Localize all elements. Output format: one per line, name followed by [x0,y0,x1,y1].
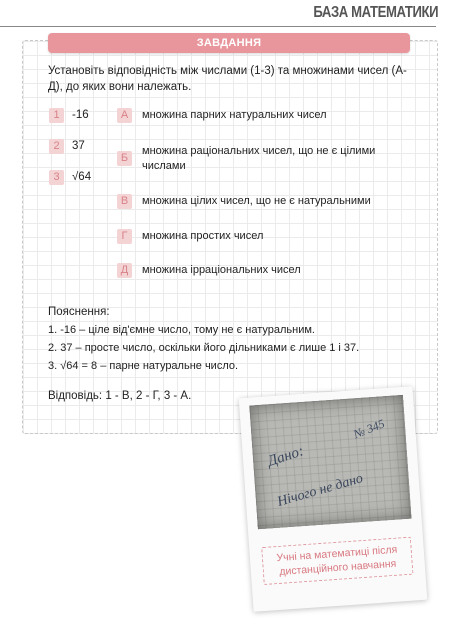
option-text-g: множина простих чисел [142,230,264,242]
handwriting-line-1: Дано: [265,443,306,470]
explanation-list [48,321,359,375]
notebook-photo [249,395,411,529]
number-badge-1: 1 [49,108,64,123]
handwriting-drawing [249,395,411,529]
explanation-item: 1. -16 – ціле від'ємне число, тому не є натуральним. [48,324,315,336]
number-value-1: -16 [72,109,89,121]
number-badge-2: 2 [49,139,64,154]
option-text-v: множина цілих чисел, що не є натуральними [142,195,371,207]
answer-text: Відповідь: 1 - В, 2 - Г, 3 - А. [48,390,192,402]
caption-frame [261,537,413,585]
number-badge-3: 3 [49,170,64,185]
top-divider [0,26,436,27]
option-text-a: множина парних натуральних чисел [142,109,327,121]
handwriting-line-2: Нічого не дано [275,471,365,510]
option-badge-g: Г [117,229,132,244]
polaroid-photo-card [239,386,428,612]
option-badge-v: В [117,194,132,209]
option-badge-d: Д [117,263,132,278]
handwriting-corner: № 345 [351,416,387,442]
brand-title: БАЗА МАТЕМАТИКИ [313,4,438,21]
option-text-d: множина ірраціональних чисел [142,264,301,276]
option-badge-b: Б [117,151,132,166]
explanation-item: 2. 37 – просте число, оскільки його дільниками є лише 1 і 37. [48,342,360,354]
task-text: Установіть відповідність між числами (1-3) та множинами чисел (А-Д), до яких вони належать. [48,65,407,93]
option-badge-a: А [117,108,132,123]
number-value-2: 37 [72,140,85,152]
number-value-3: √64 [72,171,92,183]
task-header: ЗАВДАННЯ [48,33,410,53]
explanation-heading: Пояснення: [48,306,110,318]
explanation-item: 3. √64 = 8 – парне натуральне число. [48,360,239,372]
photo-caption: Учні на математиці після дистанційного навчання [276,543,398,578]
option-text-b: множина раціональних чисел, що не є цілими числами [142,145,376,172]
